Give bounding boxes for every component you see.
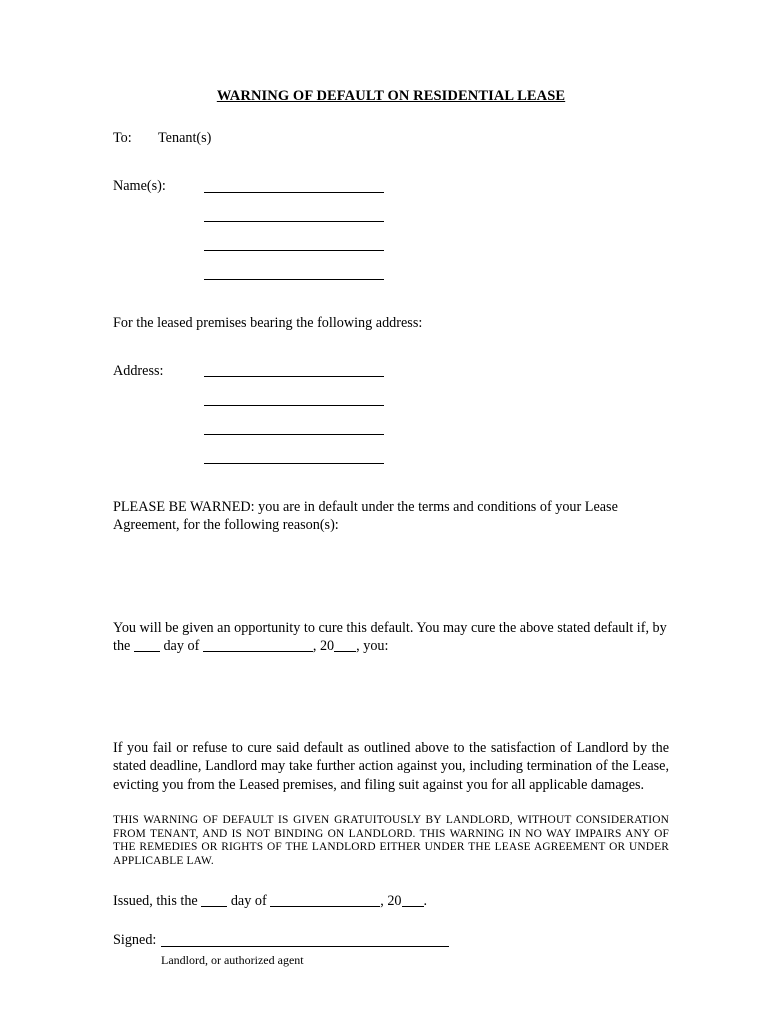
cure-paragraph (113, 619, 669, 656)
disclaimer-paragraph: THIS WARNING OF DEFAULT IS GIVEN GRATUITOUSLY BY LANDLORD, WITHOUT CONSIDERATION FROM TENANT, AND IS NOT BINDING ON LANDLORD. THIS WARNING IN NO WAY IMPAIRS ANY OF THE REMEDIES OR RIGHTS OF THE LANDLORD EITHER UNDER THE LEASE AGREEMENT OR UNDER APPLICABLE LAW. (113, 814, 669, 867)
address-input-line-3[interactable] (204, 434, 384, 435)
to-row (113, 129, 669, 147)
cure-text-2: day of (163, 637, 200, 654)
signature-caption: Landlord, or authorized agent (161, 953, 304, 968)
warning-paragraph: PLEASE BE WARNED: you are in default under the terms and conditions of your Lease Agreement, for the following reason(s): (113, 498, 618, 534)
names-input-line-4[interactable] (204, 279, 384, 280)
names-input-line-2[interactable] (204, 221, 384, 222)
address-row-3 (113, 410, 669, 439)
signed-label: Signed: (113, 931, 157, 948)
signature-line (113, 931, 669, 949)
names-input-line-1[interactable] (204, 192, 384, 193)
address-row-1 (113, 352, 669, 381)
premises-intro-paragraph: For the leased premises bearing the following address: (113, 314, 423, 331)
issued-text-4: . (423, 893, 428, 910)
names-field-block (113, 168, 669, 284)
issued-year-blank[interactable] (402, 906, 424, 907)
signature-input-line[interactable] (161, 946, 449, 947)
issued-text-1: Issued, this the (113, 893, 198, 910)
address-field-block (113, 352, 669, 468)
to-value: Tenant(s) (158, 130, 212, 147)
cure-day-blank[interactable] (134, 651, 160, 652)
issued-day-blank[interactable] (201, 906, 227, 907)
cure-month-blank[interactable] (203, 651, 313, 652)
address-label: Address: (113, 362, 164, 379)
cure-text-4: , you: (356, 637, 389, 654)
issued-line (113, 892, 669, 910)
names-row-3 (113, 226, 669, 255)
issued-month-blank[interactable] (270, 906, 380, 907)
address-row-4 (113, 439, 669, 468)
document-body (113, 88, 669, 967)
to-label: To: (113, 130, 132, 147)
address-row-2 (113, 381, 669, 410)
address-input-line-1[interactable] (204, 376, 384, 377)
failure-paragraph: If you fail or refuse to cure said default as outlined above to the satisfaction of Landlord by the stated deadline, Landlord may take further action against you, including termination of the Lease, evicting you from the Leased premises, and filing suit against you for all applicable damages. (113, 740, 669, 793)
cure-text-3: , 20 (312, 637, 335, 654)
names-row-1 (113, 168, 669, 197)
page-title: WARNING OF DEFAULT ON RESIDENTIAL LEASE (216, 88, 566, 104)
address-input-line-4[interactable] (204, 463, 384, 464)
names-row-2 (113, 197, 669, 226)
address-input-line-2[interactable] (204, 405, 384, 406)
issued-text-2: day of (230, 893, 267, 910)
names-input-line-3[interactable] (204, 250, 384, 251)
names-label: Name(s): (113, 178, 166, 195)
issued-text-3: , 20 (380, 893, 402, 910)
cure-text-1: You will be given an opportunity to cure this default. You may cure the above stated default if, by the (113, 619, 667, 654)
names-row-4 (113, 255, 669, 284)
cure-year-blank[interactable] (334, 651, 356, 652)
